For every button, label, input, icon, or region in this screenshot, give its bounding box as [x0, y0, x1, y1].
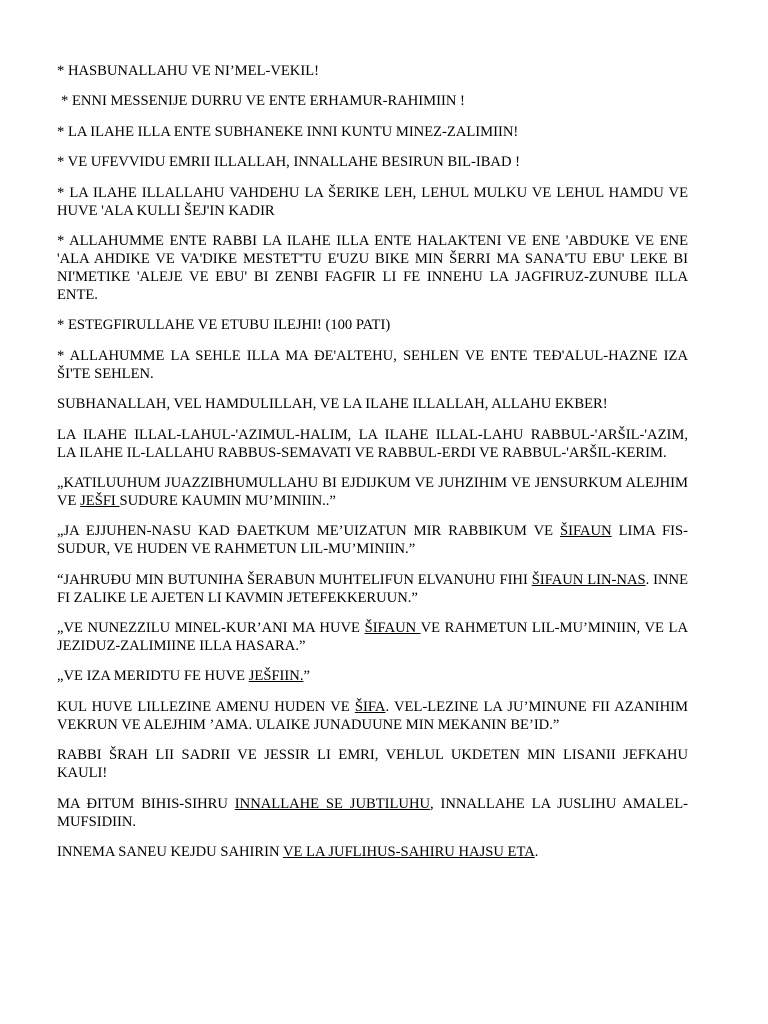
text-segment: * LA ILAHE ILLALLAHU VAHDEHU LA ŠERIKE LEH, LEHUL MULKU VE LEHUL HAMDU VE HUVE 'ALA KULLI ŠEJ'IN KADIR — [57, 184, 688, 219]
paragraph-13 — [57, 571, 688, 607]
text-segment: * ALLAHUMME ENTE RABBI LA ILAHE ILLA ENTE HALAKTENI VE ENE 'ABDUKE VE ENE 'ALA AHDIKE VE VA'DIKE MESTET'TU E'UZU BIKE MIN ŠERRI MA SANA'TU EBU' LEKE BI NI'METIKE 'ALEJE VE EBU' BI ZENBI FAGFIR LI FE INNEHU LA JAGFIRUZ-ZUNUBE ILLA ENTE. — [57, 232, 688, 303]
paragraph-8 — [57, 347, 688, 383]
text-segment: „KATILUUHUM JUAZZIBHUMULLAHU BI EJDIJKUM VE JUHZIHIM VE JENSURKUM ALEJHIM VE — [57, 474, 688, 509]
text-segment: SUDURE KAUMIN MU’MINIIN..” — [119, 492, 336, 509]
underlined-text: ŠIFA — [354, 698, 386, 715]
text-segment: , INNALLAHE LA JUSLIHU AMALEL-MUFSIDIIN. — [57, 795, 688, 830]
text-segment: „JA EJJUHEN-NASU KAD ĐAETKUM ME’UIZATUN MIR RABBIKUM VE — [57, 523, 560, 540]
text-segment: . INNE FI ZALIKE LE AJETEN LI KAVMIN JETEFEKKERUUN.” — [57, 571, 688, 606]
text-segment: * HASBUNALLAHU VE NI’MEL-VEKIL! — [57, 63, 319, 79]
text-segment: MA ĐITUM BIHIS-SIHRU — [57, 795, 235, 812]
paragraph-1 — [57, 62, 688, 80]
text-segment: SUBHANALLAH, VEL HAMDULILLAH, VE LA ILAHE ILLALLAH, ALLAHU EKBER! — [57, 396, 608, 413]
text-segment: INNEMA SANEU KEJDU SAHIRIN — [57, 844, 283, 861]
paragraph-9 — [57, 395, 688, 413]
paragraph-10 — [57, 426, 688, 462]
underlined-text: ŠIFAUN — [364, 620, 421, 637]
underlined-text: JEŠFIIN. — [248, 668, 304, 685]
underlined-text: ŠIFAUN — [560, 523, 612, 540]
text-segment: . — [534, 844, 539, 861]
paragraph-5 — [57, 184, 688, 220]
paragraph-18 — [57, 795, 688, 831]
text-segment: * ESTEGFIRULLAHE VE ETUBU ILEJHI! (100 PATI) — [57, 317, 391, 334]
paragraph-14 — [57, 619, 688, 655]
paragraph-12 — [57, 522, 688, 558]
text-segment: * LA ILAHE ILLA ENTE SUBHANEKE INNI KUNTU MINEZ-ZALIMIIN! — [57, 123, 519, 140]
underlined-text: ŠIFAUN LIN-NAS — [531, 571, 646, 588]
text-segment: „VE IZA MERIDTU FE HUVE — [57, 668, 249, 685]
underlined-text: INNALLAHE SE JUBTILUHU — [234, 795, 431, 812]
text-segment: * VE UFEVVIDU EMRII ILLALLAH, INNALLAHE BESIRUN BIL-IBAD ! — [57, 154, 521, 171]
paragraph-4 — [57, 153, 688, 171]
paragraph-2 — [57, 92, 688, 110]
text-segment: * ENNI MESSENIJE DURRU VE ENTE ERHAMUR-RAHIMIIN ! — [61, 93, 465, 110]
paragraph-3 — [57, 123, 688, 141]
paragraph-7 — [57, 316, 688, 334]
text-segment: RABBI ŠRAH LII SADRII VE JESSIR LI EMRI, VEHLUL UKDETEN MIN LISANII JEFKAHU KAULI! — [57, 747, 688, 782]
text-segment: „VE NUNEZZILU MINEL-KUR’ANI MA HUVE — [57, 620, 365, 637]
text-segment: “JAHRUĐU MIN BUTUNIHA ŠERABUN MUHTELIFUN ELVANUHU FIHI — [57, 571, 532, 588]
paragraph-16 — [57, 698, 688, 734]
document-body — [57, 62, 688, 873]
text-segment: ” — [303, 668, 310, 685]
underlined-text: VE LA JUFLIHUS-SAHIRU HAJSU ETA — [282, 844, 535, 861]
paragraph-11 — [57, 474, 688, 510]
paragraph-17 — [57, 746, 688, 782]
paragraph-6 — [57, 232, 688, 304]
text-segment: . VEL-LEZINE LA JU’MINUNE FII AZANIHIM VEKRUN VE ALEJHIM ’AMA. ULAIKE JUNADUUNE MIN MEKANIN BE’ID.” — [57, 698, 688, 733]
paragraph-19 — [57, 843, 688, 861]
text-segment: * ALLAHUMME LA SEHLE ILLA MA ĐE'ALTEHU, SEHLEN VE ENTE TEĐ'ALUL-HAZNE IZA ŠI'TE SEHLEN. — [57, 347, 688, 382]
text-segment: KUL HUVE LILLEZINE AMENU HUDEN VE — [57, 698, 355, 715]
underlined-text: JEŠFI — [80, 492, 120, 509]
paragraph-15 — [57, 667, 688, 685]
text-segment: LA ILAHE ILLAL-LAHUL-'AZIMUL-HALIM, LA ILAHE ILLAL-LAHU RABBUL-'ARŠIL-'AZIM, LA ILAHE IL-LALLAHU RABBUS-SEMAVATI VE RABBUL-ERDI VE RABBUL-'ARŠIL-KERIM. — [57, 426, 688, 461]
text-segment: VE RAHMETUN LIL-MU’MINIIN, VE LA JEZIDUZ-ZALIMIINE ILLA HASARA.” — [57, 620, 689, 655]
text-segment: LIMA FIS-SUDUR, VE HUDEN VE RAHMETUN LIL-MU’MINIIN.” — [57, 523, 689, 558]
